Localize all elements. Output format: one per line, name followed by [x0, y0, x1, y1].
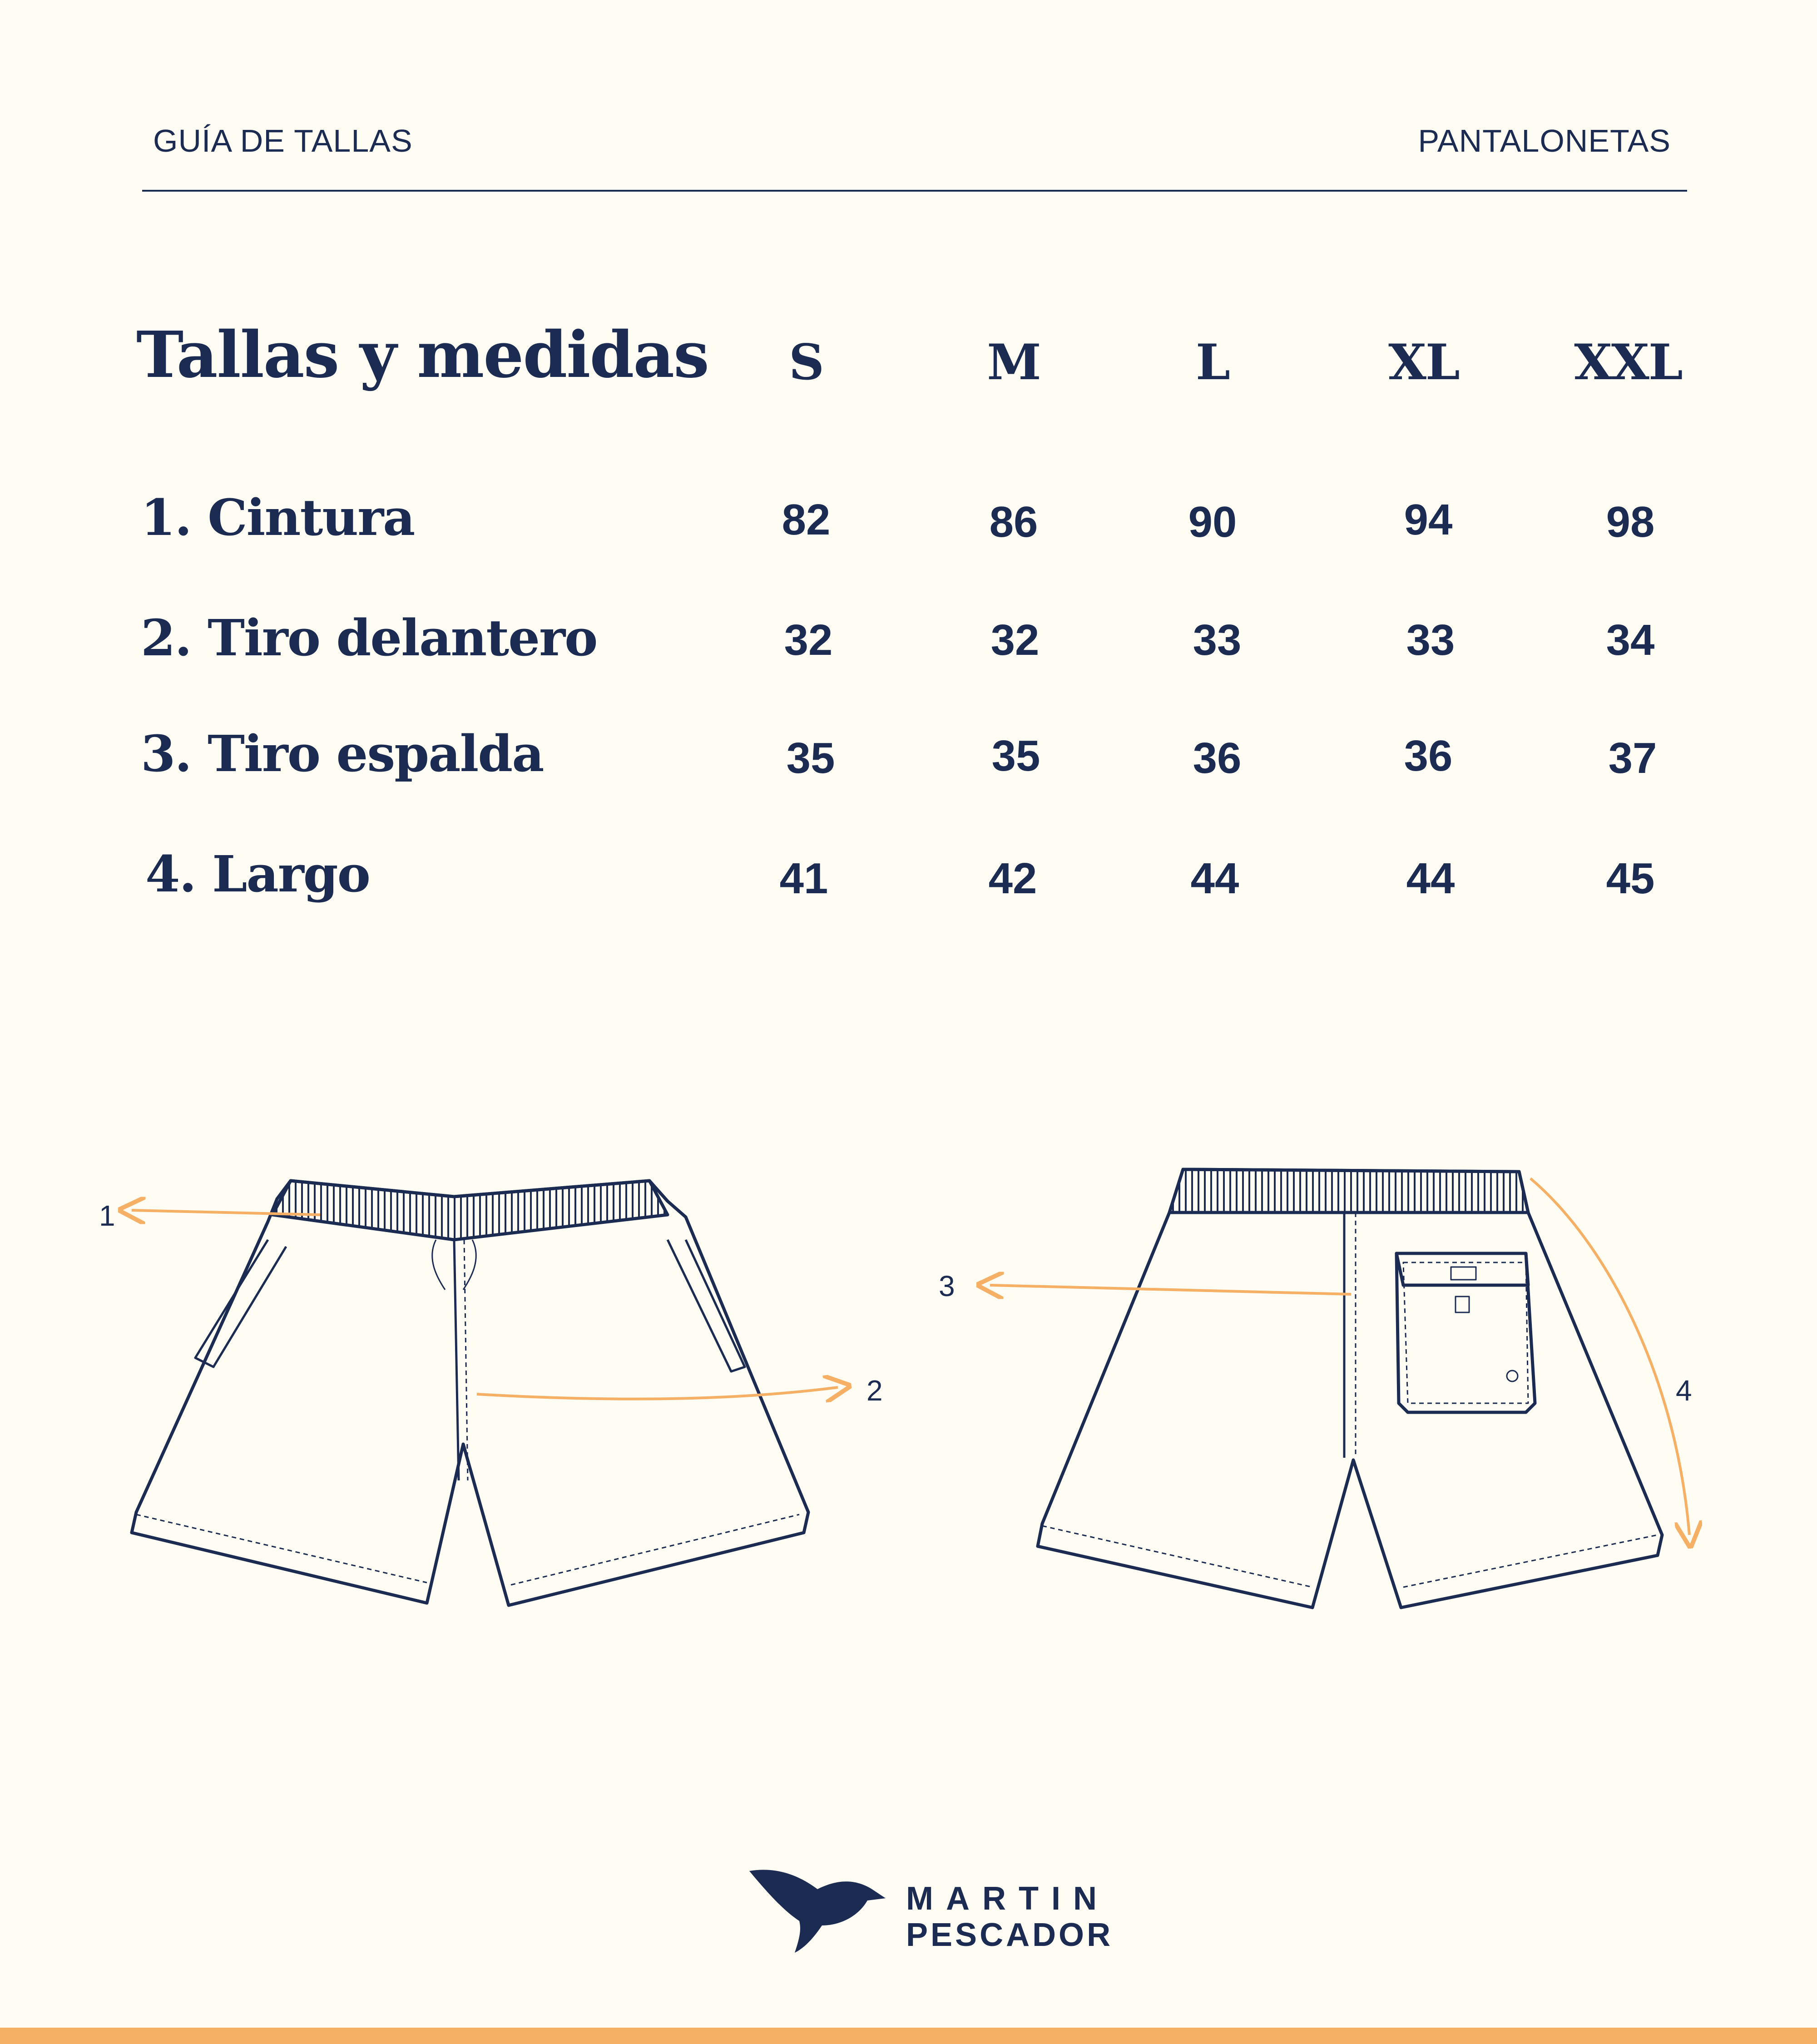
marker-1: 1 — [99, 1199, 115, 1232]
size-header-xxl: XXL — [1574, 334, 1682, 391]
cell-cintura-s: 82 — [782, 495, 831, 544]
cell-largo-s: 41 — [779, 854, 828, 903]
cell-largo-xxl: 45 — [1606, 854, 1655, 903]
shorts-back-view — [1038, 1169, 1662, 1608]
row-label-largo: 4. Largo — [145, 845, 370, 903]
cell-tiro-espalda-l: 36 — [1193, 734, 1242, 782]
cell-cintura-xxl: 98 — [1606, 498, 1655, 546]
marker-2: 2 — [866, 1374, 883, 1407]
cell-cintura-l: 90 — [1188, 498, 1237, 546]
header-divider — [142, 190, 1687, 192]
product-category: PANTALONETAS — [1418, 123, 1671, 158]
brand-name-line2: PESCADOR — [906, 1917, 1114, 1953]
cell-tiro-delantero-xxl: 34 — [1606, 616, 1655, 664]
size-header-s: S — [789, 334, 823, 391]
cell-tiro-espalda-xxl: 37 — [1608, 734, 1657, 782]
shorts-front-view — [132, 1181, 808, 1605]
marker-4: 4 — [1676, 1374, 1692, 1407]
size-header-xl: XL — [1388, 334, 1459, 391]
brand-name-line1: MARTIN — [906, 1881, 1109, 1917]
cell-cintura-m: 86 — [989, 498, 1038, 546]
shorts-measurement-diagram — [0, 1090, 1817, 1658]
cell-tiro-delantero-s: 32 — [784, 616, 833, 664]
size-header-m: M — [987, 334, 1040, 391]
cell-largo-m: 42 — [988, 854, 1037, 903]
cell-cintura-xl: 94 — [1404, 495, 1453, 544]
guide-label: GUÍA DE TALLAS — [153, 123, 413, 158]
cell-tiro-espalda-s: 35 — [786, 734, 835, 782]
marker-3: 3 — [939, 1270, 955, 1302]
cell-tiro-delantero-l: 33 — [1193, 616, 1242, 664]
row-label-tiro-delantero: 2. Tiro delantero — [141, 609, 597, 667]
cell-largo-xl: 44 — [1406, 854, 1455, 903]
cell-largo-l: 44 — [1190, 854, 1239, 903]
row-label-tiro-espalda: 3. Tiro espalda — [141, 724, 544, 783]
bird-logo-icon — [749, 1862, 895, 1953]
cell-tiro-delantero-m: 32 — [990, 616, 1040, 664]
row-label-cintura: 1. Cintura — [141, 488, 415, 547]
cell-tiro-delantero-xl: 33 — [1406, 616, 1455, 664]
footer-accent-bar — [0, 2028, 1817, 2044]
cell-tiro-espalda-xl: 36 — [1404, 732, 1453, 780]
size-header-l: L — [1196, 334, 1229, 391]
cell-tiro-espalda-m: 35 — [991, 732, 1040, 780]
table-title: Tallas y medidas — [136, 318, 708, 392]
